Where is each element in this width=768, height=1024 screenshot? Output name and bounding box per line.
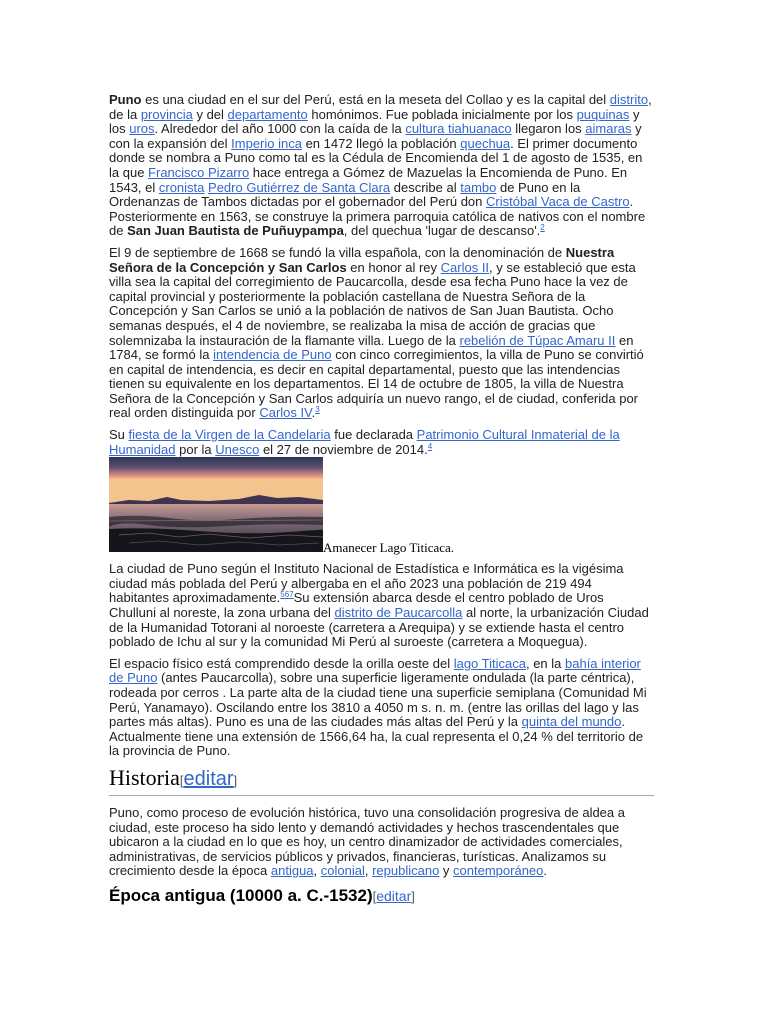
- link-imperio-inca[interactable]: Imperio inca: [231, 135, 302, 151]
- link-cultura-tiahuanaco[interactable]: cultura tiahuanaco: [405, 121, 512, 137]
- paragraph-historia: [109, 806, 654, 879]
- reference-link[interactable]: 3: [315, 405, 320, 415]
- text: y los: [109, 106, 640, 137]
- text: por la: [175, 441, 216, 457]
- text: es una ciudad en el sur del Perú, está en la meseta del Collao y es la capital del: [141, 92, 610, 107]
- link-colonial[interactable]: colonial: [320, 863, 365, 879]
- text: y con la expansión del: [109, 121, 642, 151]
- bold-text: San Juan Bautista de Puñuypampa: [127, 223, 344, 239]
- text: en 1472 llegó la población: [301, 135, 461, 151]
- text: El espacio físico está comprendido desde la orilla oeste del: [109, 655, 454, 671]
- section-heading-epoca-antigua: [109, 886, 654, 907]
- link-cronista[interactable]: cronista: [158, 179, 205, 195]
- link-provincia[interactable]: provincia: [140, 106, 193, 122]
- text: La ciudad de Puno según el Instituto Nacional de Estadística e Informática es la vigésima ciudad más poblada del Perú y albergaba en el año 2023 una población de 219 494 habitantes aproximadamente.: [109, 561, 624, 606]
- link-rebelion-tupac-amaru[interactable]: rebelión de Túpac Amaru II: [459, 332, 616, 348]
- text: , del quechua 'lugar de descanso'.: [343, 223, 541, 239]
- text: hace entrega a Gómez de Mazuelas la Encomienda de Puno. En 1543, el: [109, 164, 628, 195]
- link-quinta-del-mundo[interactable]: quinta del mundo: [521, 714, 622, 730]
- section-title: Época antigua (10000 a. C.-1532): [109, 885, 373, 905]
- text: . El primer documento donde se nombra a Puno como tal es la Cédula de Encomienda del 1 de agosto de 1535, en la que: [109, 135, 643, 180]
- edit-bracket: ]: [411, 888, 415, 904]
- text: en honor al rey: [346, 259, 441, 275]
- section-heading-historia: [109, 766, 654, 796]
- text: Su: [109, 427, 129, 443]
- reference-link[interactable]: 567: [280, 590, 294, 600]
- text: ,: [313, 863, 321, 879]
- link-carlos-iv[interactable]: Carlos IV: [259, 405, 312, 421]
- article-subject: Puno: [109, 92, 142, 107]
- link-lago-titicaca[interactable]: lago Titicaca: [453, 655, 526, 671]
- text: llegaron los: [511, 121, 586, 137]
- link-fiesta-candelaria[interactable]: fiesta de la Virgen de la Candelaria: [128, 427, 331, 443]
- link-distrito-paucarcolla[interactable]: distrito de Paucarcolla: [334, 605, 463, 621]
- text: .: [543, 863, 548, 879]
- text: El 9 de septiembre de 1668 se fundó la villa española, con la denominación de: [109, 244, 566, 260]
- text: .: [311, 405, 316, 421]
- link-intendencia-de-puno[interactable]: intendencia de Puno: [213, 347, 332, 363]
- link-aimaras[interactable]: aimaras: [585, 121, 632, 137]
- text: y del: [192, 106, 228, 122]
- text: Su extensión abarca desde el centro poblado de Uros Chulluni al noreste, la zona urbana del: [109, 590, 604, 621]
- link-quechua[interactable]: quechua: [460, 135, 511, 151]
- edit-bracket: [: [372, 888, 377, 904]
- edit-bracket: ]: [233, 772, 238, 788]
- link-puquinas[interactable]: puquinas: [576, 106, 630, 122]
- link-bahia-interior-puno[interactable]: bahía interior de Puno: [109, 655, 641, 686]
- link-cristobal-vaca-de-castro[interactable]: Cristóbal Vaca de Castro: [486, 194, 630, 210]
- link-pedro-gutierrez[interactable]: Pedro Gutiérrez de Santa Clara: [208, 179, 391, 195]
- bold-text: Nuestra Señora de la Concepción y San Carlos: [109, 244, 615, 275]
- text: con cinco corregimientos, la villa de Puno se convirtió en capital de intendencia, es decir en capital departamental, puesto que las intendencias tienen su equivalente en los departamentos. El 14 de octubre de 1805, la villa de Nuestra Señora de la Concepción y San Carlos adquiría un nuevo rango, el de ciudad, conferida por real orden distinguida por: [109, 347, 644, 421]
- text: . Posteriormente en 1563, se construye la primera parroquia católica de nativos con el nombre de: [109, 194, 646, 239]
- text: , y se estableció que esta villa sea la capital del corregimiento de Paucarcolla, desde esa fecha Puno hace la vez de capital provincial y posteriormente la población castellana de Nuestra Señora de la Concepción y San Carlos se unió a la población de nativos de San Juan Bautista. Ocho semanas después, el 4 de noviembre, se realizaba la misa de acción de gracias que solemnizaba la instauración de la flamante villa. Luego de la: [109, 259, 636, 348]
- figure-caption: Amanecer Lago Titicaca.: [323, 539, 455, 555]
- text: . Actualmente tiene una extensión de 1566,64 ha, la cual representa el 0,24 % del territorio de la provincia de Puno.: [109, 714, 644, 759]
- link-republicano[interactable]: republicano: [372, 863, 440, 879]
- text: de Puno en la Ordenanzas de Tambos dictadas por el gobernador del Perú don: [109, 179, 581, 210]
- paragraph-intro: [109, 93, 654, 239]
- link-patrimonio-cultural[interactable]: Patrimonio Cultural Inmaterial de la Humanidad: [109, 427, 620, 457]
- link-unesco[interactable]: Unesco: [215, 441, 260, 457]
- text: . Alrededor del año 1000 con la caída de la: [154, 121, 406, 137]
- text: y: [439, 863, 454, 879]
- link-carlos-ii[interactable]: Carlos II: [440, 259, 490, 275]
- text: al norte, la urbanización Ciudad de la Humanidad Totorani al noroeste (carretera a Arequipa) y se extiende hasta el centro poblado de Ichu al sur y la comunidad Mi Perú al suroeste (carretera a Moquegua).: [109, 605, 649, 650]
- lake-titicaca-figure: [109, 457, 654, 555]
- text: describe al: [390, 179, 461, 195]
- link-tambo[interactable]: tambo: [460, 179, 497, 195]
- reference-link[interactable]: 4: [427, 441, 433, 451]
- link-antigua[interactable]: antigua: [270, 863, 314, 879]
- article-content: [109, 93, 654, 907]
- paragraph-poblacion: [109, 562, 654, 650]
- text: (antes Paucarcolla), sobre una superficie ligeramente ondulada (la parte céntrica), rodeada por cerros . La parte alta de la ciudad tiene una superficie semiplana (Comunidad Mi Perú, Yanamayo). Oscilando entre los 3810 a 4050 m s. n. m. (entre las orillas del lago y las partes más altas). Puno es una de las ciudades más altas del Perú y la: [109, 670, 647, 730]
- edit-section-link[interactable]: editar: [376, 887, 412, 904]
- link-francisco-pizarro[interactable]: Francisco Pizarro: [148, 164, 250, 180]
- paragraph-fundacion: [109, 246, 654, 421]
- text: Puno, como proceso de evolución histórica, tuvo una consolidación progresiva de aldea a ciudad, este proceso ha sido lento y demandó actividades y hechos trascendentales que ubicaron a la ciudad en lo que es hoy, un centro dinamizador de actividades comerciales, administrativas, de servicios públicos y privados, financieras, turísticas. Analizamos su crecimiento desde la época: [109, 804, 625, 879]
- text: ,: [364, 863, 373, 879]
- link-distrito[interactable]: distrito: [609, 92, 649, 107]
- reference-link[interactable]: 2: [540, 223, 545, 233]
- text: el 27 de noviembre de 2014.: [259, 441, 428, 457]
- link-contemporaneo[interactable]: contemporáneo: [453, 863, 544, 879]
- section-title: Historia: [109, 764, 180, 790]
- text: en 1784, se formó la: [109, 332, 634, 363]
- text: fue declarada: [330, 427, 417, 443]
- text: , de la: [109, 92, 652, 122]
- link-uros[interactable]: uros: [129, 121, 155, 137]
- edit-section-link[interactable]: editar: [183, 767, 234, 790]
- lake-titicaca-sunrise-photo[interactable]: [109, 457, 323, 552]
- link-departamento[interactable]: departamento: [227, 106, 308, 122]
- paragraph-espacio-fisico: [109, 657, 654, 759]
- text: , en la: [525, 655, 565, 671]
- text: homónimos. Fue poblada inicialmente por los: [307, 106, 577, 122]
- paragraph-candelaria: [109, 428, 654, 457]
- edit-bracket: [: [179, 772, 184, 788]
